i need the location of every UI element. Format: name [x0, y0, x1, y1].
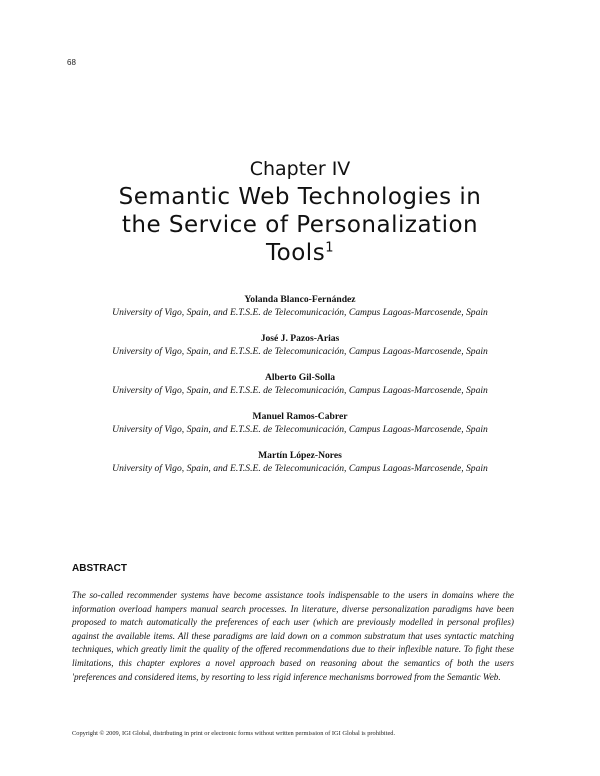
author-list — [60, 293, 540, 488]
chapter-title — [60, 183, 540, 267]
author-affiliation: University of Vigo, Spain, and E.T.S.E. de Telecomunicación, Campus Lagoas-Marcosende, Spain — [112, 307, 488, 318]
author-block — [60, 410, 540, 449]
author-name: Martín López-Nores — [258, 450, 342, 461]
abstract-heading: ABSTRACT — [72, 563, 127, 574]
author-name: Alberto Gil-Solla — [264, 372, 336, 383]
author-affiliation: University of Vigo, Spain, and E.T.S.E. de Telecomunicación, Campus Lagoas-Marcosende, Spain — [112, 463, 488, 474]
copyright-notice: Copyright © 2009, IGI Global, distributing in print or electronic forms without written permission of IGI Global is prohibited. — [72, 730, 396, 737]
title-line-3 — [60, 239, 540, 267]
author-name: Yolanda Blanco-Fernández — [244, 294, 356, 305]
title-line-1: Semantic Web Technologies in — [118, 184, 482, 210]
author-affiliation: University of Vigo, Spain, and E.T.S.E. de Telecomunicación, Campus Lagoas-Marcosende, Spain — [112, 385, 488, 396]
title-line-2: the Service of Personalization — [121, 212, 479, 238]
author-affiliation: University of Vigo, Spain, and E.T.S.E. de Telecomunicación, Campus Lagoas-Marcosende, Spain — [112, 346, 488, 357]
title-line-3-text: Tools — [266, 240, 326, 266]
author-name: José J. Pazos-Arias — [260, 333, 340, 344]
author-block — [60, 293, 540, 332]
abstract-text: The so-called recommender systems have become assistance tools indispensable to the users in domains where the information overload hampers manual search processes. In literature, diverse personalization paradigms have been proposed to match automatically the preferences of each user (which are previously modelled in personal profiles) against the available items. All these paradigms are laid down on a common substratum that uses syntactic matching techniques, which greatly limit the quality of the offered recommendations due to their inflexible nature. To fight these limitations, this chapter explores a novel approach based on reasoning about the semantics of both the users 'preferences and considered items, by resorting to less rigid inference mechanisms borrowed from the Semantic Web. — [72, 590, 514, 682]
title-footnote-mark[interactable]: 1 — [325, 240, 334, 256]
author-affiliation: University of Vigo, Spain, and E.T.S.E. de Telecomunicación, Campus Lagoas-Marcosende, Spain — [112, 424, 488, 435]
author-block — [60, 449, 540, 488]
author-name: Manuel Ramos-Cabrer — [252, 411, 348, 422]
author-block — [60, 371, 540, 410]
page-number: 68 — [67, 58, 76, 67]
chapter-label: Chapter IV — [249, 158, 351, 180]
author-block — [60, 332, 540, 371]
